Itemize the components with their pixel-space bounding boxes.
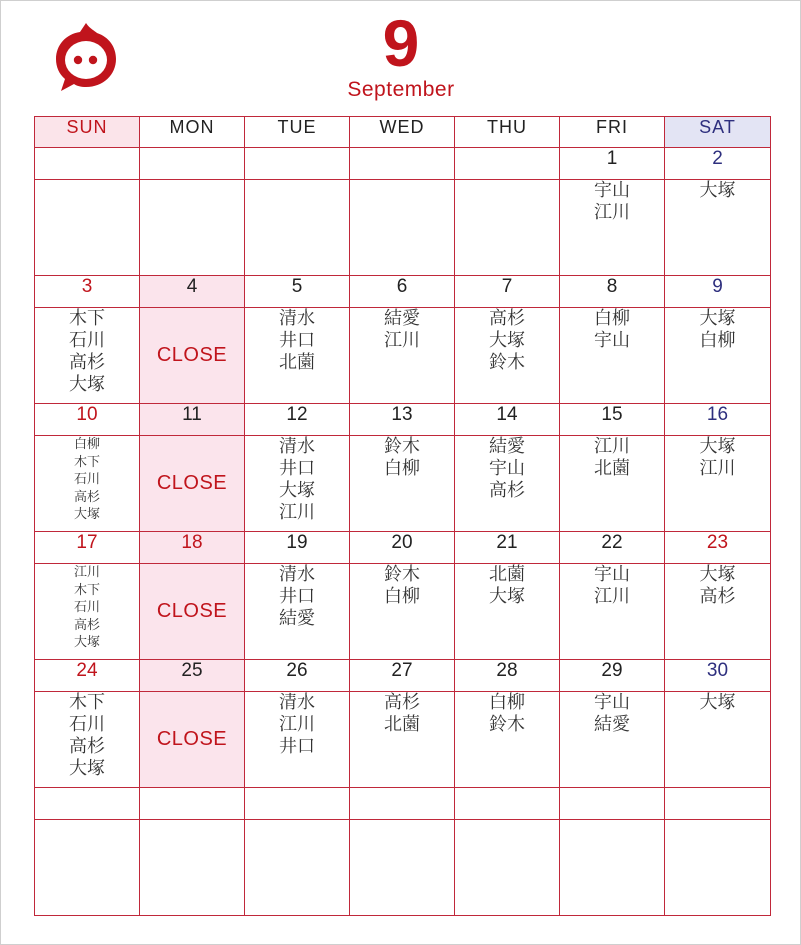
date-number: 24	[35, 660, 140, 692]
date-number: 15	[560, 404, 665, 436]
date-number: 11	[140, 404, 245, 436]
staff-name: 大塚	[73, 507, 100, 522]
staff-name: 高杉	[489, 480, 525, 501]
close-label: CLOSE	[156, 472, 228, 494]
staff-name: 清水	[279, 564, 315, 585]
day-schedule-cell	[560, 180, 665, 276]
staff-name: 大塚	[489, 586, 525, 607]
day-schedule-cell	[455, 820, 560, 916]
date-number: 7	[455, 276, 560, 308]
staff-list	[350, 564, 454, 608]
day-schedule-cell	[455, 564, 560, 660]
date-number	[350, 148, 455, 180]
date-number: 9	[665, 276, 771, 308]
staff-name: 宇山	[594, 564, 630, 585]
staff-name: 大塚	[699, 180, 736, 201]
weekday-tue: TUE	[245, 117, 350, 148]
staff-list	[665, 436, 770, 480]
staff-list	[455, 564, 559, 608]
staff-name: 石川	[73, 600, 100, 615]
date-number	[455, 788, 560, 820]
day-schedule-cell	[350, 436, 455, 532]
staff-name: 白柳	[384, 586, 420, 607]
staff-name: 高杉	[73, 617, 100, 633]
staff-name: 大塚	[69, 374, 105, 395]
date-number: 26	[245, 660, 350, 692]
date-number: 14	[455, 404, 560, 436]
date-number: 12	[245, 404, 350, 436]
staff-list	[350, 692, 454, 736]
day-schedule-cell	[560, 564, 665, 660]
staff-list	[245, 692, 349, 758]
date-number: 22	[560, 532, 665, 564]
staff-name: 清水	[279, 308, 315, 329]
date-number: 30	[665, 660, 771, 692]
day-schedule-cell	[560, 308, 665, 404]
staff-name: 白柳	[699, 330, 736, 351]
date-number: 8	[560, 276, 665, 308]
closed-day-cell	[140, 436, 245, 532]
day-schedule-cell	[245, 692, 350, 788]
day-schedule-cell	[245, 180, 350, 276]
staff-name: 江川	[699, 458, 736, 479]
weekday-thu: THU	[455, 117, 560, 148]
staff-name: 大塚	[699, 692, 736, 713]
closed-day-cell	[140, 564, 245, 660]
date-number	[140, 788, 245, 820]
staff-name: 大塚	[489, 330, 525, 351]
staff-name: 大塚	[69, 758, 105, 779]
day-schedule-cell	[665, 180, 771, 276]
date-number: 18	[140, 532, 245, 564]
day-schedule-cell	[35, 820, 140, 916]
day-schedule-cell	[35, 308, 140, 404]
day-schedule-cell	[455, 692, 560, 788]
date-number: 6	[350, 276, 455, 308]
staff-list	[560, 180, 664, 224]
day-schedule-cell	[560, 436, 665, 532]
date-number: 17	[35, 532, 140, 564]
staff-list	[665, 564, 770, 608]
staff-list	[455, 436, 559, 502]
staff-name: 石川	[73, 472, 100, 487]
date-number-row	[35, 660, 771, 692]
close-label: CLOSE	[156, 600, 228, 622]
day-schedule-cell	[35, 180, 140, 276]
day-schedule-cell	[140, 180, 245, 276]
closed-day-cell	[140, 308, 245, 404]
staff-name: 江川	[594, 586, 630, 607]
day-schedule-cell	[35, 692, 140, 788]
staff-name: 清水	[279, 692, 315, 713]
staff-name: 江川	[384, 330, 420, 351]
date-number: 13	[350, 404, 455, 436]
day-schedule-cell	[665, 692, 771, 788]
staff-list	[560, 436, 664, 480]
date-number: 29	[560, 660, 665, 692]
weekday-mon: MON	[140, 117, 245, 148]
closed-day-cell	[140, 692, 245, 788]
close-label: CLOSE	[156, 728, 228, 750]
staff-list	[665, 308, 770, 352]
schedule-row	[35, 436, 771, 532]
day-schedule-cell	[665, 564, 771, 660]
staff-name: 鈴木	[489, 352, 525, 373]
day-schedule-cell	[665, 436, 771, 532]
staff-list	[35, 436, 139, 524]
staff-list	[245, 436, 349, 524]
staff-name: 大塚	[699, 308, 736, 329]
staff-name: 結愛	[594, 714, 630, 735]
date-number: 27	[350, 660, 455, 692]
date-number: 16	[665, 404, 771, 436]
day-schedule-cell	[665, 308, 771, 404]
staff-name: 北薗	[279, 352, 315, 373]
date-number-row	[35, 788, 771, 820]
staff-name: 高杉	[69, 736, 105, 757]
date-number: 3	[35, 276, 140, 308]
weekday-fri: FRI	[560, 117, 665, 148]
staff-name: 白柳	[384, 458, 420, 479]
staff-list	[560, 308, 664, 352]
date-number-row	[35, 532, 771, 564]
day-schedule-cell	[35, 564, 140, 660]
staff-name: 鈴木	[384, 436, 420, 457]
schedule-row	[35, 692, 771, 788]
day-schedule-cell	[455, 436, 560, 532]
staff-name: 鈴木	[384, 564, 420, 585]
staff-list	[455, 308, 559, 374]
day-schedule-cell	[455, 180, 560, 276]
staff-name: 江川	[279, 502, 315, 523]
staff-name: 大塚	[279, 480, 315, 501]
date-number: 28	[455, 660, 560, 692]
day-schedule-cell	[35, 436, 140, 532]
day-schedule-cell	[245, 308, 350, 404]
date-number	[35, 148, 140, 180]
staff-name: 江川	[594, 436, 630, 457]
staff-name: 清水	[279, 436, 315, 457]
staff-name: 宇山	[489, 458, 525, 479]
staff-name: 宇山	[594, 180, 630, 201]
schedule-row	[35, 180, 771, 276]
staff-name: 大塚	[699, 436, 736, 457]
day-schedule-cell	[665, 820, 771, 916]
staff-name: 井口	[279, 458, 315, 479]
staff-name: 江川	[279, 714, 315, 735]
date-number-row	[35, 148, 771, 180]
staff-list	[35, 308, 139, 396]
staff-name: 高杉	[73, 489, 100, 505]
staff-list	[560, 564, 664, 608]
day-schedule-cell	[245, 436, 350, 532]
staff-name: 結愛	[384, 308, 420, 329]
weekday-header-row	[35, 117, 771, 148]
weekday-wed: WED	[350, 117, 455, 148]
staff-name: 北薗	[489, 564, 525, 585]
staff-list	[35, 564, 139, 652]
staff-name: 石川	[69, 714, 105, 735]
staff-list	[665, 180, 770, 202]
day-schedule-cell	[350, 692, 455, 788]
day-schedule-cell	[455, 308, 560, 404]
date-number: 10	[35, 404, 140, 436]
date-number	[140, 148, 245, 180]
date-number: 5	[245, 276, 350, 308]
staff-list	[350, 436, 454, 480]
date-number	[35, 788, 140, 820]
staff-name: 白柳	[489, 692, 525, 713]
calendar-grid	[34, 116, 771, 916]
staff-name: 結愛	[489, 436, 525, 457]
day-schedule-cell	[560, 820, 665, 916]
staff-name: 江川	[73, 565, 100, 580]
schedule-row	[35, 308, 771, 404]
date-number-row	[35, 404, 771, 436]
date-number-row	[35, 276, 771, 308]
staff-name: 白柳	[594, 308, 630, 329]
day-schedule-cell	[350, 820, 455, 916]
staff-name: 高杉	[69, 352, 105, 373]
day-schedule-cell	[350, 564, 455, 660]
day-schedule-cell	[560, 692, 665, 788]
staff-name: 鈴木	[489, 714, 525, 735]
staff-name: 井口	[279, 736, 315, 757]
staff-name: 木下	[73, 582, 100, 598]
staff-name: 木下	[69, 692, 105, 713]
schedule-row	[35, 564, 771, 660]
date-number: 1	[560, 148, 665, 180]
date-number: 2	[665, 148, 771, 180]
date-number	[665, 788, 771, 820]
date-number: 25	[140, 660, 245, 692]
staff-list	[245, 308, 349, 374]
staff-name: 大塚	[73, 635, 100, 650]
day-schedule-cell	[245, 564, 350, 660]
date-number: 4	[140, 276, 245, 308]
staff-name: 高杉	[384, 692, 420, 713]
close-label: CLOSE	[156, 344, 228, 366]
date-number: 23	[665, 532, 771, 564]
staff-name: 高杉	[489, 308, 525, 329]
day-schedule-cell	[245, 820, 350, 916]
month-name: September	[347, 78, 455, 101]
staff-name: 北薗	[594, 458, 630, 479]
staff-name: 北薗	[384, 714, 420, 735]
date-number: 21	[455, 532, 560, 564]
staff-name: 結愛	[279, 608, 315, 629]
date-number	[455, 148, 560, 180]
staff-list	[455, 692, 559, 736]
staff-name: 木下	[69, 308, 105, 329]
date-number: 19	[245, 532, 350, 564]
staff-name: 井口	[279, 586, 315, 607]
day-schedule-cell	[350, 308, 455, 404]
staff-name: 宇山	[594, 330, 630, 351]
staff-list	[35, 692, 139, 780]
day-schedule-cell	[350, 180, 455, 276]
date-number	[350, 788, 455, 820]
date-number	[245, 788, 350, 820]
staff-name: 宇山	[594, 692, 630, 713]
brand-logo-icon	[53, 19, 119, 95]
schedule-row	[35, 820, 771, 916]
staff-name: 井口	[279, 330, 315, 351]
staff-list	[560, 692, 664, 736]
staff-name: 白柳	[73, 437, 100, 452]
date-number: 20	[350, 532, 455, 564]
staff-list	[350, 308, 454, 352]
staff-list	[665, 692, 770, 714]
date-number	[560, 788, 665, 820]
weekday-sat: SAT	[665, 117, 771, 148]
staff-list	[245, 564, 349, 630]
staff-name: 大塚	[699, 564, 736, 585]
month-number: 9	[382, 6, 420, 80]
staff-name: 木下	[73, 454, 100, 470]
day-schedule-cell	[140, 820, 245, 916]
date-number	[245, 148, 350, 180]
weekday-sun: SUN	[35, 117, 140, 148]
staff-name: 石川	[69, 330, 105, 351]
staff-name: 江川	[594, 202, 630, 223]
staff-name: 高杉	[699, 586, 736, 607]
